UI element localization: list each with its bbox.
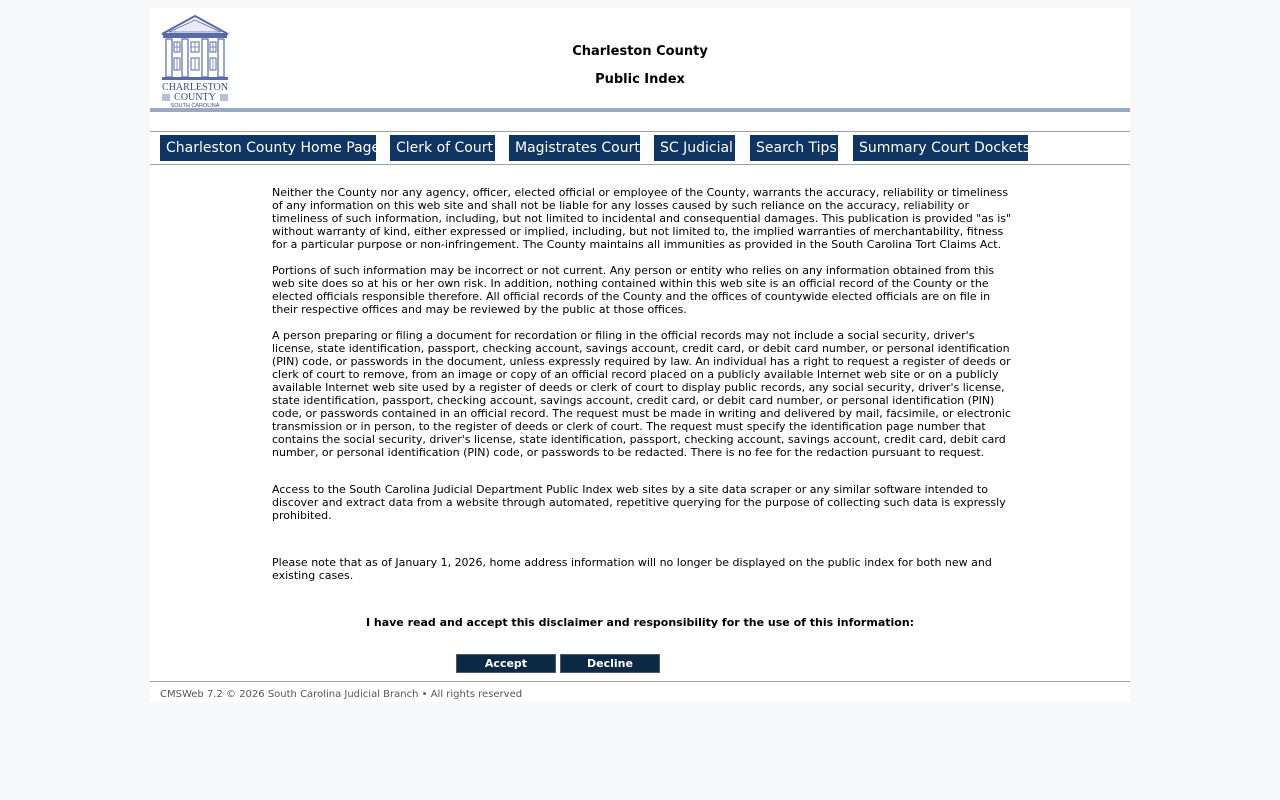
- charleston-county-logo[interactable]: [160, 14, 230, 108]
- logo-line1: CHARLESTON: [162, 82, 228, 93]
- disclaimer-paragraph-3: A person preparing or filing a document for recordation or filing in the official records may not include a social security, driver's license, state identification, passport, checking account, savings account, credit card, or debit card number, or personal identification (PIN) code, or passwords in the document, unless expressly required by law. An individual has a right to request a register of deeds or clerk of court to remove, from an image or copy of an official record placed on a publicly available Internet web site or on a publicly available Internet web site used by a register of deeds or clerk of court to display public records, any social security, driver's license, state identification, passport, checking account, savings account, credit card, or debit card number, or personal identification (PIN) code, or passwords contained in an official record. The request must be made in writing and delivered by mail, facsimile, or electronic transmission or in person, to the register of deeds or clerk of court. The request must specify the identification page number that contains the social security, driver's license, state identification, passport, checking account, savings account, credit card, debit card number, or personal identification (PIN) code, or passwords to be redacted. There is no fee for the redaction pursuant to request.: [272, 329, 1012, 459]
- footer-copyright: CMSWeb 7.2 © 2026 South Carolina Judicial Branch • All rights reserved: [160, 689, 523, 700]
- page-container: [150, 8, 1130, 702]
- decline-button[interactable]: Decline: [560, 654, 660, 673]
- page-title: Charleston County: [572, 44, 708, 59]
- nav-link-search-tips[interactable]: Search Tips: [750, 135, 838, 161]
- logo-line3: SOUTH CAROLINA: [170, 103, 220, 108]
- nav-link-sc-judicial[interactable]: SC Judicial: [654, 135, 735, 161]
- accept-prompt: I have read and accept this disclaimer and responsibility for the use of this information:: [365, 616, 915, 629]
- disclaimer-paragraph-5: Please note that as of January 1, 2026, home address information will no longer be displayed on the public index for both new and existing cases.: [272, 556, 992, 582]
- nav-link-clerk-of-court[interactable]: Clerk of Court: [390, 135, 495, 161]
- header-divider: [150, 108, 1130, 112]
- page-header: [150, 8, 1130, 108]
- page-subtitle: Public Index: [595, 72, 685, 87]
- nav-link-summary-court-dockets[interactable]: Summary Court Dockets: [853, 135, 1028, 161]
- accept-button[interactable]: Accept: [456, 654, 556, 673]
- nav-link-charleston-county-home[interactable]: Charleston County Home Page: [160, 135, 376, 161]
- disclaimer-paragraph-4: Access to the South Carolina Judicial Department Public Index web sites by a site data scraper or any similar software intended to discover and extract data from a website through automated, repetitive querying for the purpose of collecting such data is expressly prohibited.: [272, 483, 1006, 522]
- logo-line2: COUNTY: [174, 92, 216, 103]
- nav-bar: [150, 131, 1130, 165]
- nav-link-magistrates-court[interactable]: Magistrates Court: [509, 135, 640, 161]
- disclaimer-paragraph-2: Portions of such information may be incorrect or not current. Any person or entity who relies on any information obtained from this web site does so at his or her own risk. In addition, nothing contained within this web site is an official record of the County or the elected officials responsible therefore. All official records of the County and the offices of countywide elected officials are on file in their respective offices and may be reviewed by the public at those offices.: [272, 264, 995, 316]
- footer-divider: [150, 681, 1130, 682]
- disclaimer-paragraph-1: Neither the County nor any agency, officer, elected official or employee of the County, warrants the accuracy, reliability or timeliness of any information on this web site and shall not be liable for any losses caused by such reliance on the accuracy, reliability or timeliness of such information, including, but not limited to incidental and consequential damages. This publication is provided "as is" without warranty of kind, either expressed or implied, including, but not limited to, the implied warranties of merchantability, fitness for a particular purpose or non-infringement. The County maintains all immunities as provided in the South Carolina Tort Claims Act.: [272, 186, 1012, 251]
